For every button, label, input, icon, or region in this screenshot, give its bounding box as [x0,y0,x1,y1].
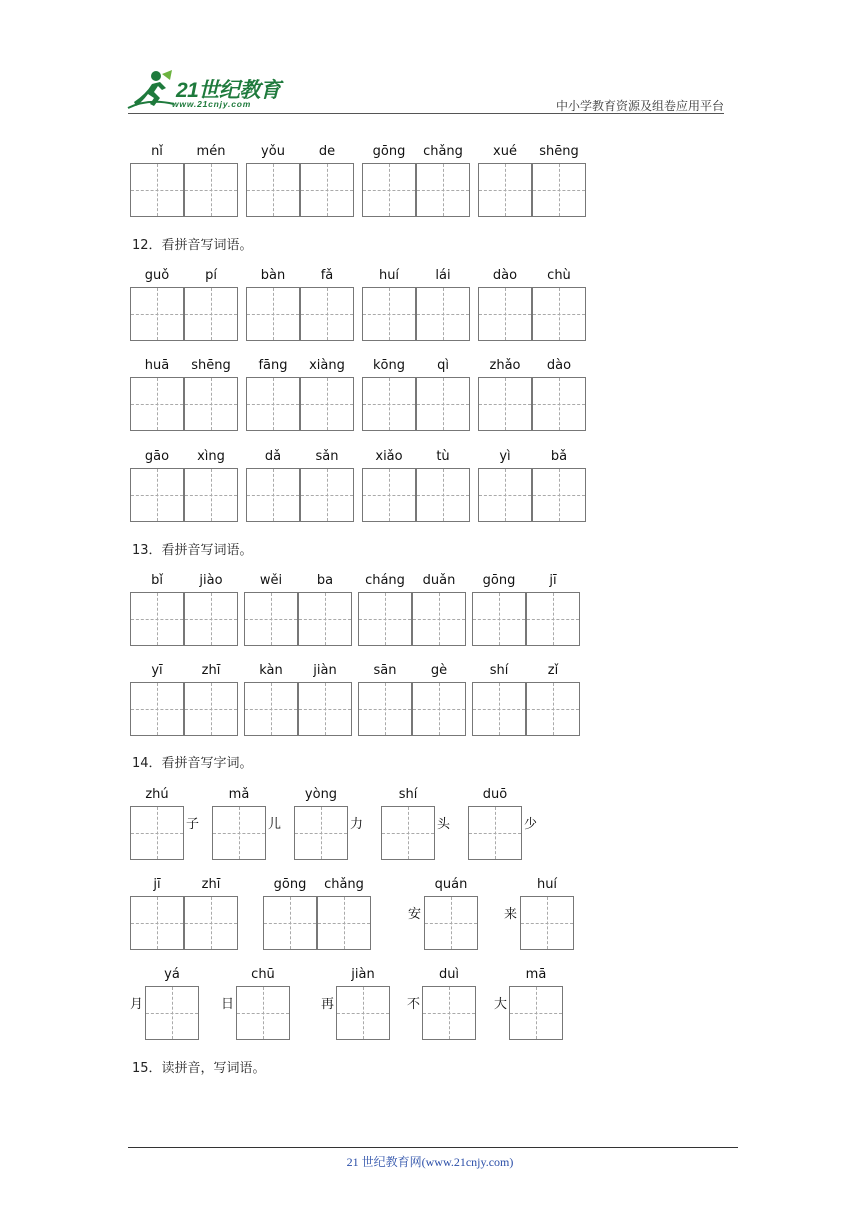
given-character: 月 [130,997,144,1012]
footer-text: 21 世纪教育网(www.21cnjy.com) [346,1155,514,1169]
writing-box[interactable] [246,287,300,341]
writing-box[interactable] [362,163,416,217]
given-character: 日 [221,997,235,1012]
writing-box[interactable] [184,896,238,950]
pinyin-label: jī [153,877,161,892]
pinyin-label: mā [525,967,547,982]
pinyin-label: dào [546,358,572,373]
pinyin-label: jiàn [313,663,337,678]
writing-box[interactable] [358,682,412,736]
writing-box[interactable] [362,377,416,431]
pinyin-label: sǎn [315,449,339,464]
pinyin-label: chù [547,268,571,283]
pinyin-label: zhú [145,787,169,802]
pinyin-label: jiàn [351,967,375,982]
pinyin-label: bàn [260,268,286,283]
given-character: 子 [186,817,200,832]
logo-text: 21世纪教育 [176,79,281,102]
writing-box[interactable] [478,163,532,217]
writing-box[interactable] [244,592,298,646]
writing-box[interactable] [526,592,580,646]
writing-box[interactable] [184,377,238,431]
pinyin-label: nǐ [151,144,163,159]
pinyin-label: mǎ [228,787,250,802]
footer-divider [128,1147,738,1148]
writing-box[interactable] [416,287,470,341]
given-character: 大 [494,997,508,1012]
pinyin-label: yī [151,663,163,678]
writing-box[interactable] [184,163,238,217]
pinyin-label: lái [435,268,451,283]
pinyin-label: jī [549,573,557,588]
pinyin-label: gōng [372,144,406,159]
writing-box[interactable] [300,163,354,217]
writing-box[interactable] [509,986,563,1040]
pinyin-label: gè [430,663,448,678]
writing-box[interactable] [532,287,586,341]
pinyin-label: yòng [304,787,338,802]
pinyin-label: cháng [365,573,405,588]
writing-box[interactable] [468,806,522,860]
writing-box[interactable] [416,468,470,522]
writing-box[interactable] [130,287,184,341]
writing-box[interactable] [381,806,435,860]
writing-box[interactable] [424,896,478,950]
pinyin-label: qì [437,358,449,373]
pinyin-label: duì [438,967,460,982]
writing-box[interactable] [412,682,466,736]
runner-logo-icon [126,68,176,112]
given-character: 不 [407,997,421,1012]
writing-box[interactable] [298,682,352,736]
logo-url: www.21cnjy.com [172,99,252,109]
pinyin-label: chǎng [423,144,463,159]
writing-box[interactable] [362,468,416,522]
writing-box[interactable] [362,287,416,341]
writing-box[interactable] [300,287,354,341]
pinyin-label: shēng [539,144,579,159]
pinyin-label: fǎ [320,268,334,283]
pinyin-label: xìng [197,449,225,464]
pinyin-label: dǎ [264,449,282,464]
pinyin-label: ba [316,573,334,588]
pinyin-label: dào [492,268,518,283]
pinyin-label: shí [398,787,418,802]
writing-box[interactable] [478,287,532,341]
writing-box[interactable] [212,806,266,860]
pinyin-label: huā [144,358,170,373]
writing-box[interactable] [472,682,526,736]
pinyin-label: gōng [273,877,307,892]
pinyin-label: zhǎo [489,358,521,373]
writing-box[interactable] [358,592,412,646]
pinyin-label: zǐ [547,663,559,678]
writing-box[interactable] [246,163,300,217]
pinyin-label: xué [493,144,517,159]
pinyin-label: quán [434,877,468,892]
q14-title: 14．看拼音写字词。 [132,756,253,771]
q12-title: 12．看拼音写词语。 [132,238,253,253]
q13-title: 13．看拼音写词语。 [132,543,253,558]
writing-box[interactable] [184,682,238,736]
pinyin-label: huí [536,877,558,892]
writing-box[interactable] [130,896,184,950]
writing-box[interactable] [236,986,290,1040]
given-character: 儿 [268,817,282,832]
writing-box[interactable] [246,468,300,522]
pinyin-label: yǒu [261,144,285,159]
writing-box[interactable] [416,163,470,217]
writing-box[interactable] [130,806,184,860]
writing-box[interactable] [263,896,317,950]
pinyin-label: kàn [259,663,283,678]
given-character: 头 [437,817,451,832]
writing-box[interactable] [478,468,532,522]
writing-box[interactable] [298,592,352,646]
writing-box[interactable] [130,468,184,522]
writing-box[interactable] [130,682,184,736]
pinyin-label: fāng [258,358,288,373]
given-character: 来 [504,907,518,922]
writing-box[interactable] [532,377,586,431]
writing-box[interactable] [532,468,586,522]
pinyin-label: gōng [482,573,516,588]
pinyin-label: xiǎo [375,449,403,464]
pinyin-label: kōng [373,358,405,373]
pinyin-label: guǒ [144,268,170,283]
pinyin-label: gāo [144,449,170,464]
header-divider [128,113,724,114]
writing-box[interactable] [520,896,574,950]
writing-box[interactable] [184,287,238,341]
writing-box[interactable] [478,377,532,431]
writing-box[interactable] [130,592,184,646]
writing-box[interactable] [130,163,184,217]
given-character: 安 [408,907,422,922]
header-platform-title: 中小学教育资源及组卷应用平台 [555,99,724,113]
pinyin-label: duǎn [422,573,456,588]
writing-box[interactable] [294,806,348,860]
pinyin-label: pí [205,268,217,283]
pinyin-label: bǐ [151,573,163,588]
pinyin-label: chū [251,967,275,982]
pinyin-label: zhī [201,663,221,678]
writing-box[interactable] [130,377,184,431]
writing-box[interactable] [244,682,298,736]
writing-box[interactable] [532,163,586,217]
pinyin-label: wěi [259,573,283,588]
writing-box[interactable] [412,592,466,646]
writing-box[interactable] [246,377,300,431]
writing-box[interactable] [422,986,476,1040]
writing-box[interactable] [184,592,238,646]
writing-box[interactable] [526,682,580,736]
pinyin-label: mén [196,144,226,159]
pinyin-label: tù [436,449,450,464]
writing-box[interactable] [300,468,354,522]
writing-box[interactable] [184,468,238,522]
pinyin-label: shí [489,663,509,678]
pinyin-label: xiàng [309,358,345,373]
q15-title: 15．读拼音，写词语。 [132,1061,266,1076]
writing-box[interactable] [300,377,354,431]
writing-box[interactable] [145,986,199,1040]
writing-box[interactable] [317,896,371,950]
writing-box[interactable] [472,592,526,646]
pinyin-label: bǎ [550,449,568,464]
site-logo [126,68,296,112]
given-character: 力 [350,817,364,832]
pinyin-label: duō [482,787,508,802]
pinyin-label: huí [378,268,400,283]
writing-box[interactable] [336,986,390,1040]
pinyin-label: de [318,144,336,159]
pinyin-label: chǎng [324,877,364,892]
writing-box[interactable] [416,377,470,431]
pinyin-label: yá [164,967,180,982]
given-character: 少 [524,817,538,832]
pinyin-label: shēng [191,358,231,373]
pinyin-label: jiào [199,573,223,588]
pinyin-label: yì [499,449,511,464]
given-character: 再 [321,997,335,1012]
pinyin-label: sān [373,663,397,678]
pinyin-label: zhī [201,877,221,892]
